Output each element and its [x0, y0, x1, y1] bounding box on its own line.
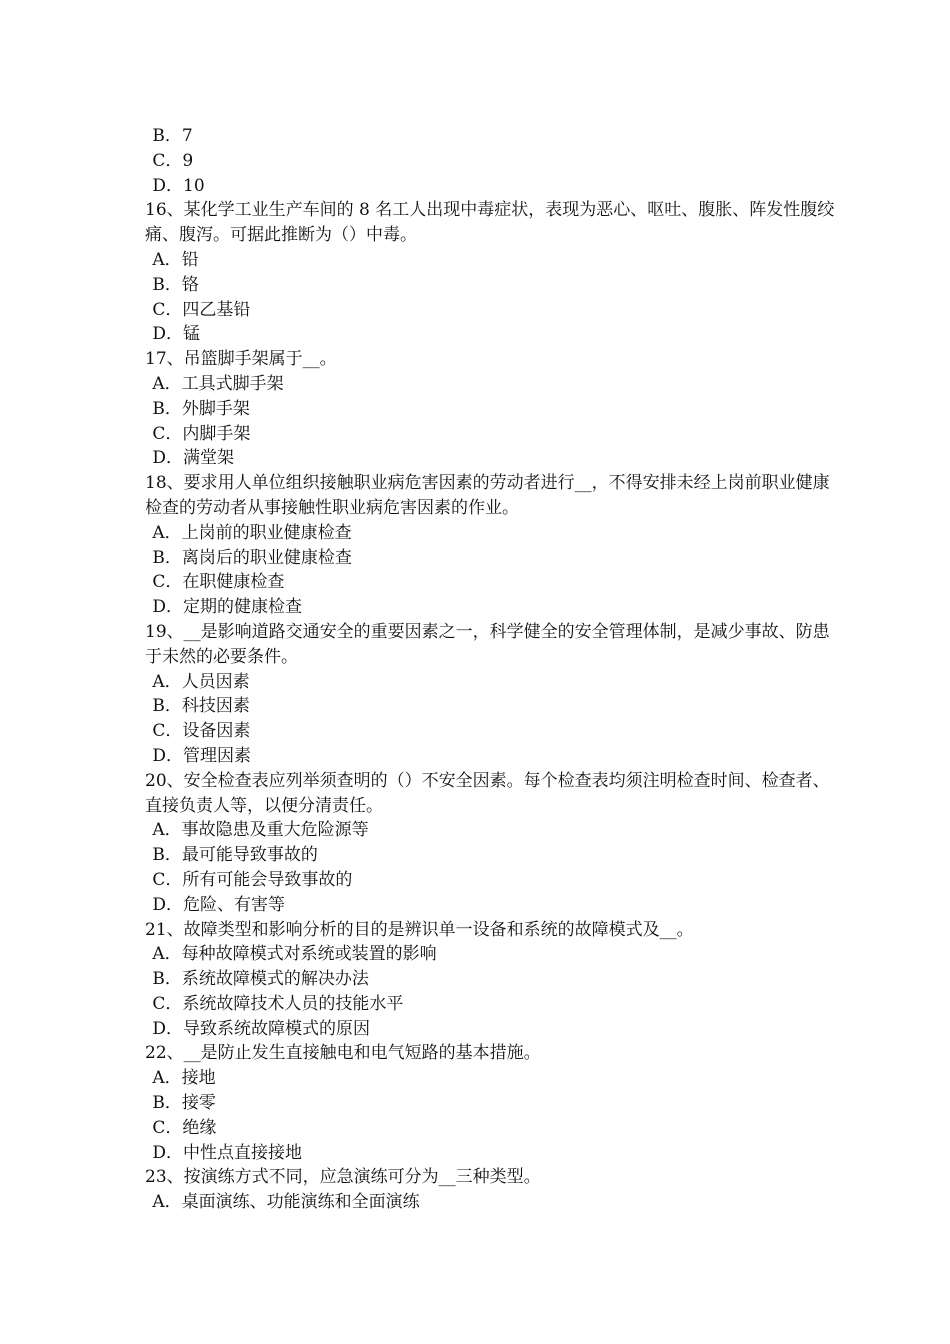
- answer-option: B．7: [147, 126, 193, 146]
- answer-option: B．系统故障模式的解决办法: [147, 969, 369, 990]
- answer-option: A．铅: [147, 249, 199, 270]
- question-text: 18、要求用人单位组织接触职业病危害因素的劳动者进行__，不得安排未经上岗前职业健康检查的劳动者从事接触性职业病危害因素的作业。: [145, 473, 830, 518]
- question-text: 22、__是防止发生直接触电和电气短路的基本措施。: [145, 1043, 541, 1064]
- answer-option: A．人员因素: [147, 671, 250, 692]
- answer-option: B．科技因素: [147, 696, 250, 717]
- answer-option: D．导致系统故障模式的原因: [147, 1018, 371, 1039]
- answer-option: B．接零: [147, 1093, 216, 1114]
- answer-option: C．内脚手架: [147, 423, 251, 444]
- answer-option: A．上岗前的职业健康检查: [147, 522, 352, 543]
- answer-option: C．9: [147, 150, 194, 171]
- answer-option: B．最可能导致事故的: [147, 845, 318, 866]
- answer-option: A．事故隐患及重大危险源等: [147, 820, 369, 841]
- question-text: 16、某化学工业生产车间的 8 名工人出现中毒症状，表现为恶心、呕吐、腹胀、阵发性腹绞痛、腹泻。可据此推断为（）中毒。: [145, 200, 835, 246]
- answer-option: D．管理因素: [147, 745, 252, 766]
- answer-option: C．系统故障技术人员的技能水平: [147, 993, 404, 1014]
- answer-option: C．设备因素: [147, 721, 251, 742]
- answer-option: C．绝缘: [147, 1117, 217, 1138]
- answer-option: A．桌面演练、功能演练和全面演练: [147, 1192, 420, 1213]
- answer-option: B．外脚手架: [147, 398, 250, 419]
- question-text: 17、吊篮脚手架属于__。: [145, 349, 337, 370]
- answer-option: A．每种故障模式对系统或装置的影响: [147, 944, 437, 965]
- question-text: 20、安全检查表应列举须查明的（）不安全因素。每个检查表均须注明检查时间、检查者、直接负责人等，以便分清责任。: [145, 770, 830, 816]
- document-page: [145, 124, 835, 1215]
- answer-option: D．10: [147, 175, 205, 196]
- answer-option: A．接地: [147, 1068, 216, 1089]
- answer-option: C．所有可能会导致事故的: [147, 869, 353, 890]
- answer-option: D．满堂架: [147, 448, 235, 469]
- answer-option: D．定期的健康检查: [147, 597, 303, 618]
- answer-option: B．铬: [147, 274, 199, 295]
- question-text: 23、按演练方式不同，应急演练可分为__三种类型。: [145, 1167, 541, 1188]
- answer-option: B．离岗后的职业健康检查: [147, 547, 352, 568]
- question-text: 19、__是影响道路交通安全的重要因素之一，科学健全的安全管理体制，是减少事故、防患于未然的必要条件。: [145, 621, 830, 667]
- question-text: 21、故障类型和影响分析的目的是辨识单一设备和系统的故障模式及__。: [145, 919, 694, 940]
- answer-option: A．工具式脚手架: [147, 373, 284, 394]
- answer-option: C．在职健康检查: [147, 572, 285, 593]
- answer-option: C．四乙基铅: [147, 299, 251, 320]
- answer-option: D．中性点直接接地: [147, 1142, 303, 1163]
- answer-option: D．锰: [147, 324, 201, 345]
- answer-option: D．危险、有害等: [147, 894, 286, 915]
